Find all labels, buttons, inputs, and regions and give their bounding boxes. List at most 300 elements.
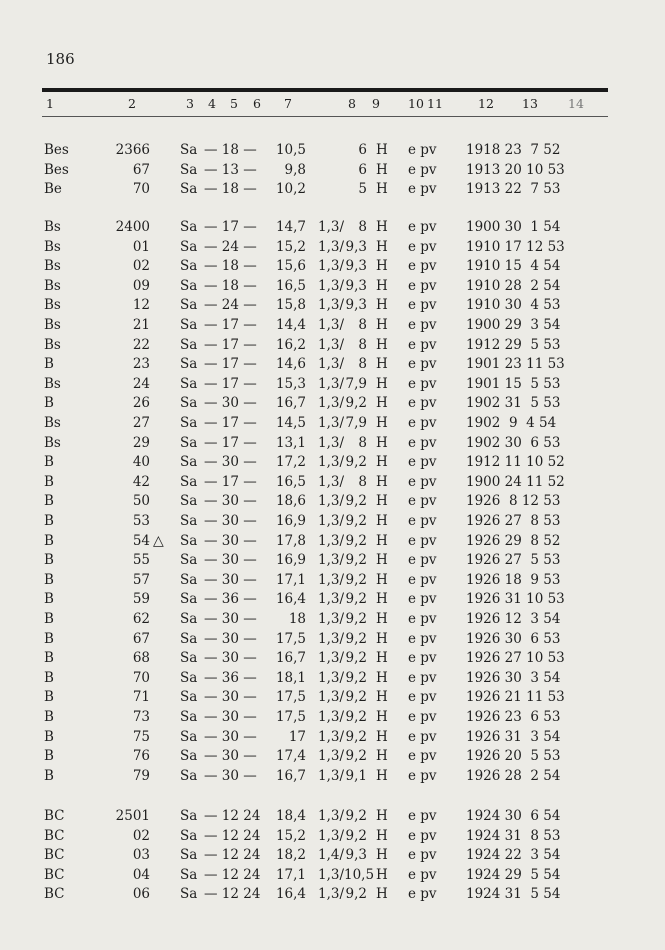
row-sa: Sa — [180, 689, 198, 706]
row-ratio-value: 9,2 — [345, 630, 367, 647]
row-ratio-value: 9,2 — [345, 611, 367, 627]
row-value: 15,2 — [275, 238, 306, 255]
row-epv: e pv — [408, 808, 437, 824]
row-date: 1926 23 6 53 — [466, 709, 561, 725]
row-date: 1910 28 2 54 — [466, 277, 561, 294]
table-row — [0, 845, 665, 865]
row-code: B — [44, 728, 54, 745]
row-epv: e pv — [408, 611, 437, 627]
row-code: Bs — [44, 297, 61, 314]
row-date: 1913 20 10 53 — [466, 161, 565, 178]
row-date: 1924 22 3 54 — [466, 847, 561, 864]
table-row — [0, 179, 665, 199]
row-depth: — 12 24 — [204, 866, 261, 883]
row-sa: Sa — [180, 375, 198, 392]
row-date: 1912 11 10 52 — [466, 454, 565, 471]
row-date: 1901 15 5 53 — [466, 375, 561, 392]
row-ratio: 1,3/ — [318, 532, 345, 549]
row-sa: Sa — [180, 728, 198, 745]
row-ratio-value: 7,9 — [345, 375, 367, 392]
row-h-flag: H — [376, 847, 388, 864]
row-date: 1926 20 5 53 — [466, 748, 561, 765]
table-row — [0, 884, 665, 904]
row-value: 16,5 — [275, 473, 306, 490]
row-number: 53 — [132, 513, 150, 529]
row-date: 1926 28 2 54 — [466, 767, 561, 784]
row-code: Bs — [44, 317, 61, 333]
table-row — [0, 491, 665, 511]
row-depth: — 17 — — [204, 375, 257, 392]
row-ratio: 1,3/ — [318, 297, 345, 314]
row-number: 62 — [132, 611, 150, 627]
row-sa: Sa — [180, 434, 198, 451]
table-top-rule — [42, 88, 608, 92]
row-h-flag: H — [376, 650, 388, 667]
row-depth: — 18 — — [204, 277, 257, 294]
row-value: 17,1 — [275, 571, 306, 588]
row-date: 1926 30 6 53 — [466, 630, 561, 647]
row-number: 02 — [132, 827, 150, 844]
row-h-flag: H — [376, 395, 388, 412]
row-date: 1924 30 6 54 — [466, 808, 561, 824]
row-ratio-value: 7,9 — [345, 415, 367, 431]
row-ratio-value: 8 — [358, 336, 367, 353]
row-epv: e pv — [408, 532, 437, 549]
row-epv: e pv — [408, 434, 437, 451]
row-code: BC — [44, 808, 65, 824]
row-date: 1902 9 4 54 — [466, 415, 557, 431]
table-row — [0, 295, 665, 315]
column-header-6: 6 — [253, 96, 261, 111]
table-row — [0, 160, 665, 180]
row-ratio-value: 9,2 — [345, 669, 367, 686]
row-value: 18 — [288, 611, 306, 627]
row-h-flag: H — [376, 767, 388, 784]
row-depth: — 30 — — [204, 709, 257, 725]
table-row — [0, 335, 665, 355]
row-value: 15,3 — [275, 375, 306, 392]
row-code: B — [44, 611, 54, 627]
row-sa: Sa — [180, 767, 198, 784]
row-date: 1926 27 10 53 — [466, 650, 565, 667]
row-ratio: 1,3/ — [318, 630, 345, 647]
row-depth: — 30 — — [204, 395, 257, 412]
table-row — [0, 570, 665, 590]
row-epv: e pv — [408, 336, 437, 353]
row-date: 1924 29 5 54 — [466, 866, 561, 883]
row-depth: — 12 24 — [204, 886, 261, 903]
column-header-9: 9 — [372, 96, 380, 111]
row-epv: e pv — [408, 650, 437, 667]
row-date: 1912 29 5 53 — [466, 336, 561, 353]
row-sa: Sa — [180, 709, 198, 725]
row-sa: Sa — [180, 650, 198, 667]
row-code: BC — [44, 886, 65, 903]
row-epv: e pv — [408, 748, 437, 765]
row-h-flag: H — [376, 493, 388, 510]
row-h-flag: H — [376, 728, 388, 745]
row-ratio-value: 9,2 — [345, 395, 367, 412]
row-epv: e pv — [408, 709, 437, 725]
row-epv: e pv — [408, 395, 437, 412]
table-row — [0, 865, 665, 885]
page-number: 186 — [46, 50, 75, 68]
row-sa: Sa — [180, 591, 198, 608]
row-number: 67 — [132, 630, 150, 647]
row-ratio: 1,3/ — [318, 728, 345, 745]
row-number: 06 — [132, 886, 150, 903]
table-row — [0, 746, 665, 766]
row-ratio: 1,3/ — [318, 375, 345, 392]
row-number: 67 — [132, 161, 150, 178]
row-number: 68 — [132, 650, 150, 667]
row-date: 1926 12 3 54 — [466, 611, 561, 627]
row-date: 1926 8 12 53 — [466, 493, 561, 510]
row-number: 09 — [132, 277, 150, 294]
row-h-flag: H — [376, 219, 388, 235]
row-epv: e pv — [408, 493, 437, 510]
row-sa: Sa — [180, 808, 198, 824]
column-header-12: 12 — [478, 96, 494, 111]
row-sa: Sa — [180, 258, 198, 275]
row-epv: e pv — [408, 866, 437, 883]
row-number: 2400 — [115, 219, 150, 235]
row-code: Bs — [44, 238, 61, 255]
row-h-flag: H — [376, 258, 388, 275]
row-value: 16,2 — [275, 336, 306, 353]
row-ratio: 1,3/ — [318, 238, 345, 255]
table-row — [0, 806, 665, 826]
row-code: B — [44, 493, 54, 510]
row-code: B — [44, 532, 54, 549]
column-header-10: 10 — [408, 96, 424, 111]
row-sa: Sa — [180, 532, 198, 549]
row-ratio-value: 9,3 — [345, 238, 367, 255]
row-ratio: 1,3/ — [318, 689, 345, 706]
row-date: 1900 24 11 52 — [466, 473, 565, 490]
row-value: 16,9 — [275, 513, 306, 529]
row-number: 27 — [132, 415, 150, 431]
row-epv: e pv — [408, 277, 437, 294]
row-value: 16,9 — [275, 552, 306, 569]
row-sa: Sa — [180, 317, 198, 333]
row-value: 13,1 — [275, 434, 306, 451]
row-ratio-value: 10,5 — [344, 866, 375, 883]
row-epv: e pv — [408, 767, 437, 784]
row-depth: — 24 — — [204, 238, 257, 255]
row-h-flag: H — [376, 434, 388, 451]
row-h-flag: H — [376, 297, 388, 314]
row-number: 01 — [132, 238, 150, 255]
row-epv: e pv — [408, 219, 437, 235]
row-date: 1913 22 7 53 — [466, 181, 561, 198]
row-depth: — 18 — — [204, 142, 257, 158]
row-value: 16,7 — [275, 650, 306, 667]
row-ratio-value: 9,2 — [345, 552, 367, 569]
table-row — [0, 217, 665, 237]
row-h-flag: H — [376, 277, 388, 294]
row-value: 15,6 — [275, 258, 306, 275]
column-header-13: 13 — [522, 96, 538, 111]
row-code: Bs — [44, 219, 61, 235]
table-row — [0, 374, 665, 394]
row-number: 22 — [132, 336, 150, 353]
row-h-flag: H — [376, 611, 388, 627]
column-header-1: 1 — [46, 96, 54, 111]
row-sa: Sa — [180, 513, 198, 529]
table-row — [0, 550, 665, 570]
table-row — [0, 687, 665, 707]
row-sa: Sa — [180, 493, 198, 510]
row-code: BC — [44, 866, 65, 883]
row-sa: Sa — [180, 748, 198, 765]
row-sa: Sa — [180, 219, 198, 235]
row-h-flag: H — [376, 513, 388, 529]
row-sa: Sa — [180, 238, 198, 255]
row-ratio-value: 9,2 — [345, 886, 367, 903]
row-ratio-value: 9,2 — [345, 709, 367, 725]
row-ratio-value: 9,2 — [345, 689, 367, 706]
row-epv: e pv — [408, 571, 437, 588]
row-depth: — 30 — — [204, 689, 257, 706]
row-ratio: 1,3/ — [318, 709, 345, 725]
table-row — [0, 589, 665, 609]
row-epv: e pv — [408, 669, 437, 686]
column-header-4: 4 — [208, 96, 216, 111]
table-row — [0, 511, 665, 531]
row-number: 21 — [132, 317, 150, 333]
row-code: B — [44, 454, 54, 471]
column-header-8: 8 — [348, 96, 356, 111]
row-value: 15,2 — [275, 827, 306, 844]
row-ratio: 1,3/ — [318, 454, 345, 471]
row-date: 1926 21 11 53 — [466, 689, 565, 706]
row-sa: Sa — [180, 611, 198, 627]
row-value: 18,4 — [275, 808, 306, 824]
row-depth: — 17 — — [204, 473, 257, 490]
row-h-flag: H — [376, 142, 388, 158]
row-ratio: 1,3/ — [318, 827, 345, 844]
row-code: Be — [44, 181, 62, 198]
row-h-flag: H — [376, 375, 388, 392]
row-ratio: 1,3/ — [318, 571, 345, 588]
row-sa: Sa — [180, 395, 198, 412]
row-code: Bs — [44, 258, 61, 275]
row-number: 57 — [132, 571, 150, 588]
row-h-flag: H — [376, 689, 388, 706]
row-depth: — 30 — — [204, 552, 257, 569]
row-ratio-value: 9,2 — [345, 808, 367, 824]
row-code: Bs — [44, 434, 61, 451]
row-date: 1910 17 12 53 — [466, 238, 565, 255]
row-sa: Sa — [180, 866, 198, 883]
row-value: 18,2 — [275, 847, 306, 864]
row-depth: — 30 — — [204, 513, 257, 529]
row-sa: Sa — [180, 454, 198, 471]
row-value: 17,5 — [275, 709, 306, 725]
row-depth: — 17 — — [204, 415, 257, 431]
row-ratio-value: 9,2 — [345, 650, 367, 667]
row-number: 04 — [132, 866, 150, 883]
row-code: Bes — [44, 142, 69, 158]
row-code: Bs — [44, 415, 61, 431]
table-row — [0, 237, 665, 257]
row-sa: Sa — [180, 181, 198, 198]
row-h-flag: H — [376, 571, 388, 588]
row-date: 1926 31 3 54 — [466, 728, 561, 745]
row-depth: — 17 — — [204, 219, 257, 235]
row-ratio: 1,3/ — [318, 611, 345, 627]
row-code: B — [44, 669, 54, 686]
row-sa: Sa — [180, 630, 198, 647]
row-epv: e pv — [408, 728, 437, 745]
row-ratio-value: 8 — [358, 473, 367, 490]
row-depth: — 17 — — [204, 356, 257, 373]
row-ratio: 1,3/ — [318, 767, 345, 784]
row-number: 76 — [132, 748, 150, 765]
row-ratio: 1,3/ — [318, 591, 345, 608]
row-ratio: 1,3/ — [318, 748, 345, 765]
table-row — [0, 354, 665, 374]
row-ratio-value: 9,2 — [345, 532, 367, 549]
row-number: 50 — [132, 493, 150, 510]
table-row — [0, 629, 665, 649]
row-value: 14,4 — [275, 317, 306, 333]
column-header-5: 5 — [230, 96, 238, 111]
row-epv: e pv — [408, 552, 437, 569]
row-depth: — 36 — — [204, 669, 257, 686]
row-code: B — [44, 473, 54, 490]
table-row — [0, 531, 665, 551]
row-epv: e pv — [408, 689, 437, 706]
row-code: Bs — [44, 336, 61, 353]
row-h-flag: H — [376, 827, 388, 844]
row-date: 1926 31 10 53 — [466, 591, 565, 608]
row-number: 70 — [132, 669, 150, 686]
row-depth: — 30 — — [204, 532, 257, 549]
row-number: 2366 — [115, 142, 150, 158]
row-ratio-value: 9,3 — [345, 277, 367, 294]
row-code: B — [44, 552, 54, 569]
row-number: 75 — [132, 728, 150, 745]
row-depth: — 30 — — [204, 650, 257, 667]
row-depth: — 30 — — [204, 454, 257, 471]
row-value: 14,7 — [275, 219, 306, 235]
row-sa: Sa — [180, 473, 198, 490]
row-ratio-value: 9,2 — [345, 571, 367, 588]
row-ratio: 1,3/ — [318, 434, 345, 451]
row-date: 1926 30 3 54 — [466, 669, 561, 686]
row-epv: e pv — [408, 473, 437, 490]
row-depth: — 30 — — [204, 630, 257, 647]
row-ratio: 1,3/ — [318, 356, 345, 373]
row-ratio-value: 9,3 — [345, 258, 367, 275]
row-epv: e pv — [408, 258, 437, 275]
row-ratio: 1,3/ — [318, 277, 345, 294]
row-ratio-value: 8 — [358, 356, 367, 373]
row-h-flag: H — [376, 709, 388, 725]
row-number: 73 — [132, 709, 150, 725]
row-h-flag: H — [376, 866, 388, 883]
row-date: 1926 29 8 52 — [466, 532, 561, 549]
row-ratio: 1,3/ — [318, 886, 345, 903]
row-number: 29 — [132, 434, 150, 451]
row-code: B — [44, 395, 54, 412]
row-ratio-value: 9,2 — [345, 728, 367, 745]
row-value: 10,5 — [275, 142, 306, 158]
row-value: 16,4 — [275, 591, 306, 608]
table-row — [0, 452, 665, 472]
row-value: 17,8 — [275, 532, 306, 549]
row-epv: e pv — [408, 142, 437, 158]
row-ratio-value: 9,3 — [345, 847, 367, 864]
row-number: 26 — [132, 395, 150, 412]
table-row — [0, 826, 665, 846]
row-value: 15,8 — [275, 297, 306, 314]
row-epv: e pv — [408, 886, 437, 903]
row-h-flag: H — [376, 591, 388, 608]
table-row — [0, 315, 665, 335]
row-code: B — [44, 748, 54, 765]
table-row — [0, 413, 665, 433]
row-sa: Sa — [180, 415, 198, 431]
row-code: B — [44, 356, 54, 373]
row-value: 17 — [288, 728, 306, 745]
row-date: 1926 27 5 53 — [466, 552, 561, 569]
row-depth: — 30 — — [204, 748, 257, 765]
row-h-flag: H — [376, 317, 388, 333]
table-row — [0, 276, 665, 296]
row-ratio-value: 9,2 — [345, 827, 367, 844]
row-code: B — [44, 513, 54, 529]
row-sa: Sa — [180, 277, 198, 294]
column-header-14: 14 — [568, 96, 584, 111]
row-value: 18,6 — [275, 493, 306, 510]
row-depth: — 18 — — [204, 258, 257, 275]
row-depth: — 30 — — [204, 493, 257, 510]
row-epv: e pv — [408, 591, 437, 608]
row-ratio: 1,4/ — [318, 847, 345, 864]
row-code: B — [44, 689, 54, 706]
row-number: 03 — [132, 847, 150, 864]
row-depth: — 12 24 — [204, 827, 261, 844]
row-value: 16,7 — [275, 767, 306, 784]
row-ratio: 1,3/ — [318, 513, 345, 529]
row-ratio-value: 9,2 — [345, 513, 367, 529]
row-epv: e pv — [408, 181, 437, 198]
row-h-flag: H — [376, 238, 388, 255]
row-ratio: 1,3/ — [318, 866, 345, 883]
table-row — [0, 648, 665, 668]
table-row — [0, 668, 665, 688]
row-value: 17,1 — [275, 866, 306, 883]
row-value: 14,5 — [275, 415, 306, 431]
row-h-flag: H — [376, 415, 388, 431]
row-number: 79 — [132, 767, 150, 784]
row-code: BC — [44, 827, 65, 844]
row-date: 1910 30 4 53 — [466, 297, 561, 314]
row-epv: e pv — [408, 513, 437, 529]
row-depth: — 12 24 — [204, 808, 261, 824]
row-ratio-value: 9,3 — [345, 297, 367, 314]
row-date: 1910 15 4 54 — [466, 258, 561, 275]
row-code: Bes — [44, 161, 69, 178]
row-date: 1926 18 9 53 — [466, 571, 561, 588]
row-ratio-value: 9,2 — [345, 454, 367, 471]
row-sa: Sa — [180, 571, 198, 588]
row-value: 14,6 — [275, 356, 306, 373]
row-value: 17,5 — [275, 689, 306, 706]
